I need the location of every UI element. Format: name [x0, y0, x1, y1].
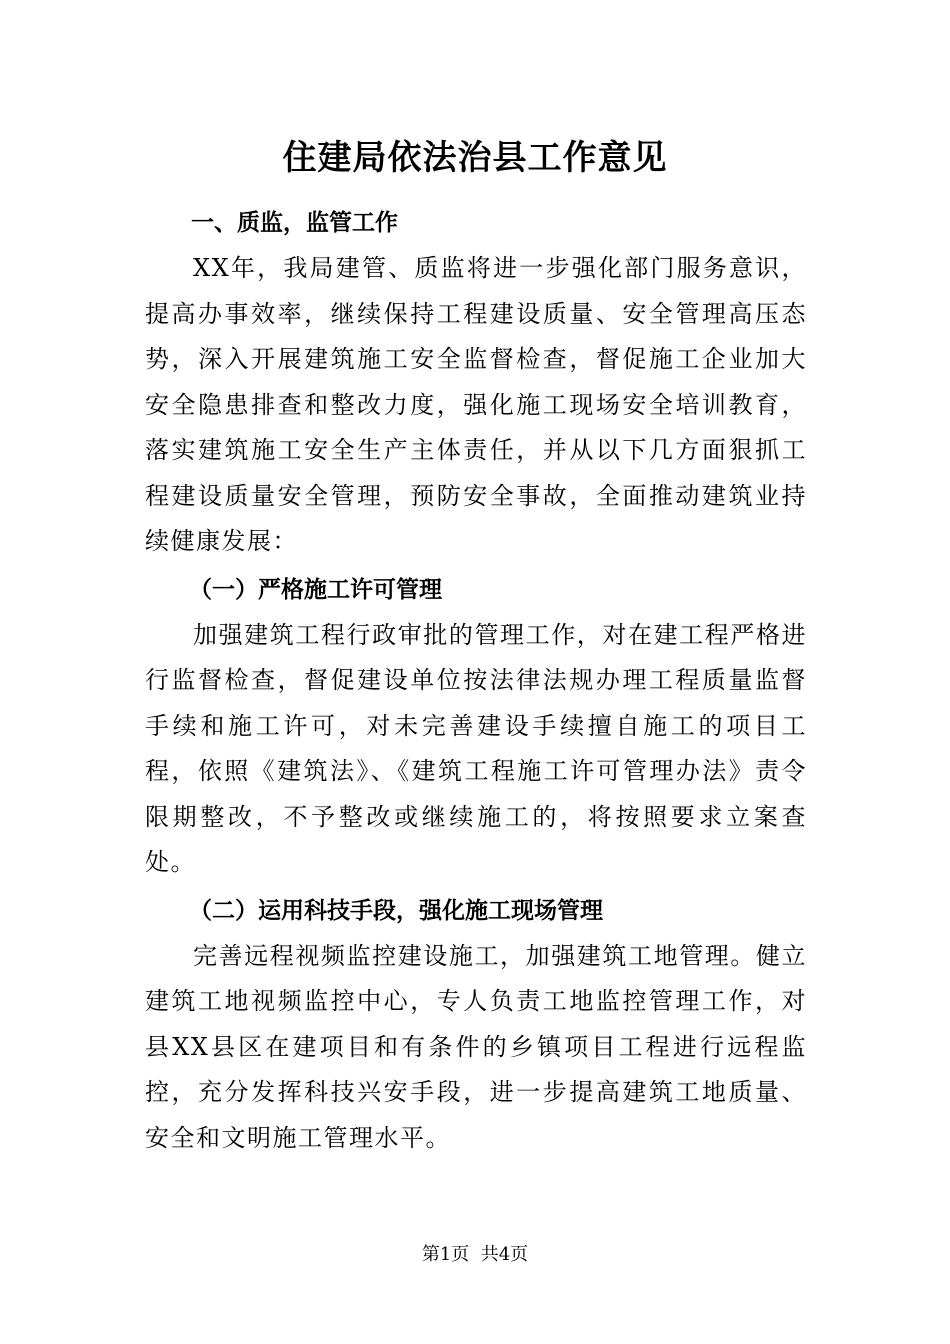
document-body	[145, 200, 807, 1161]
section-paragraph-2: 加强建筑工程行政审批的管理工作，对在建工程严格进行监督检查，督促建设单位按法律法规办理工程质量监督手续和施工许可，对未完善建设手续擅自施工的项目工程，依照《建筑法》、《建筑工程施工许可管理办法》责令限期整改，不予整改或继续施工的，将按照要求立案查处。	[145, 620, 807, 876]
document-title: 住建局依法治县工作意见	[282, 138, 668, 178]
section-heading-3: （二）运用科技手段，强化施工现场管理	[189, 897, 603, 924]
page-footer: 第1页 共4页	[421, 1244, 529, 1265]
section-paragraph-1: XX年，我局建管、质监将进一步强化部门服务意识，提高办事效率，继续保持工程建设质量、安全管理高压态势，深入开展建筑施工安全监督检查，督促施工企业加大安全隐患排查和整改力度，强化施工现场安全培训教育，落实建筑施工安全生产主体责任，并从以下几方面狠抓工程建设质量安全管理，预防安全事故，全面推动建筑业持续健康发展：	[145, 254, 807, 555]
section-paragraph-3: 完善远程视频监控建设施工，加强建筑工地管理。健立建筑工地视频监控中心，专人负责工地监控管理工作，对县XX县区在建项目和有条件的乡镇项目工程进行远程监控，充分发挥科技兴安手段，进一步提高建筑工地质量、安全和文明施工管理水平。	[145, 941, 807, 1152]
section-heading-2: （一）严格施工许可管理	[189, 576, 442, 603]
section-heading-1: 一、质监，监管工作	[191, 210, 398, 236]
